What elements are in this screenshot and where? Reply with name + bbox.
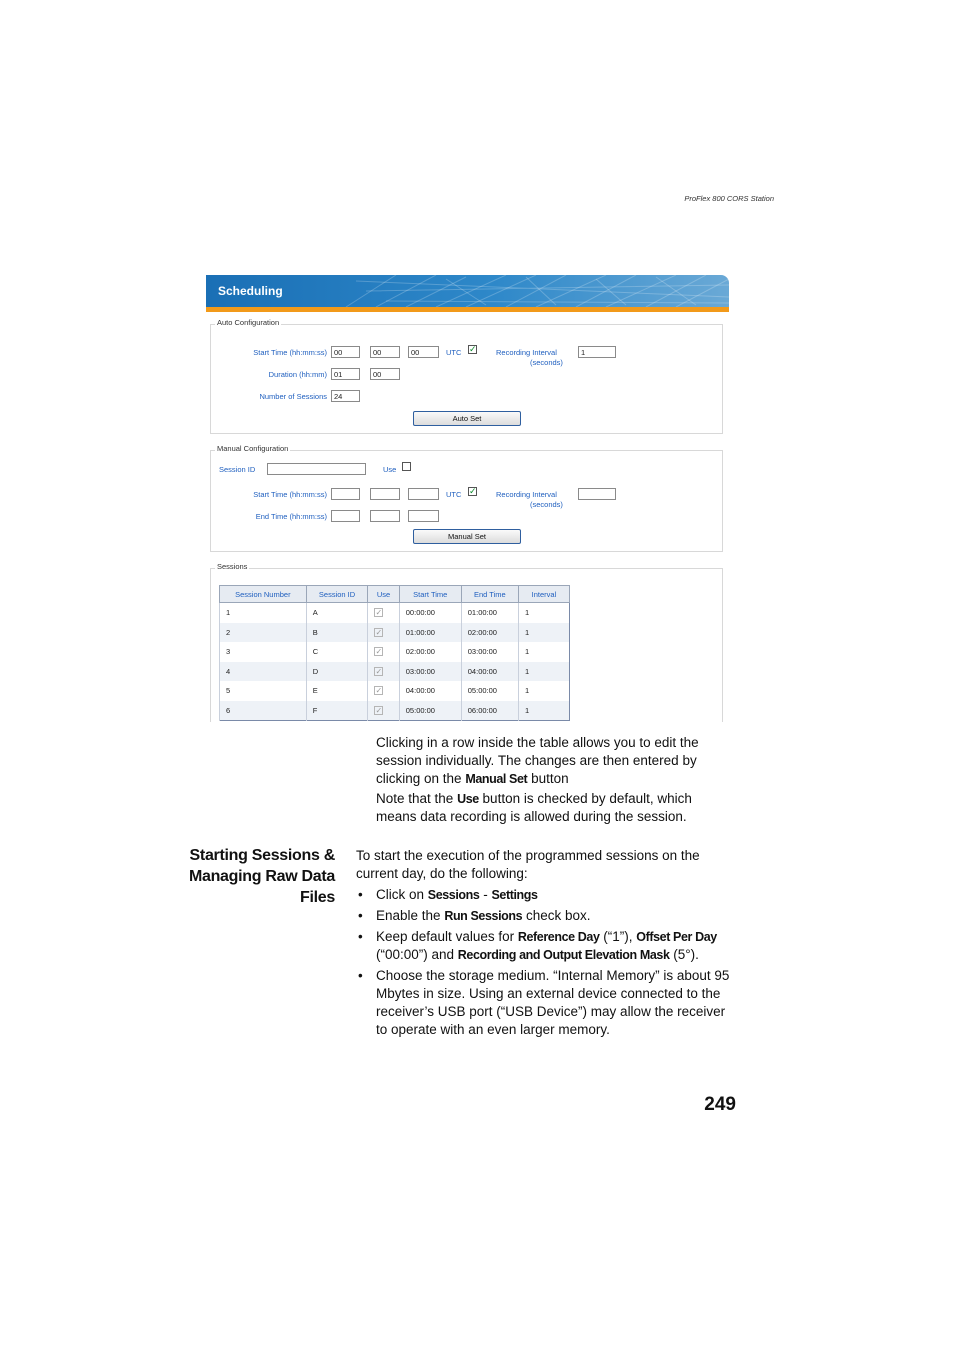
cell-session-number: 3 <box>220 642 307 662</box>
sessions-table <box>219 585 570 721</box>
text: - <box>479 887 492 902</box>
cell-start-time: 05:00:00 <box>399 701 461 721</box>
use-checkbox-disabled: ✓ <box>375 608 383 618</box>
text: check box. <box>522 908 591 923</box>
cell-use <box>368 642 399 662</box>
manual-recording-interval-label: Recording Interval <box>496 490 557 499</box>
cell-session-number: 4 <box>220 662 307 682</box>
intro-paragraph: To start the execution of the programmed sessions on the current day, do the following: <box>356 848 700 881</box>
manual-start-time-label: Start Time (hh:mm:ss) <box>253 490 327 499</box>
manual-start-minute-input[interactable] <box>370 488 400 500</box>
cell-use <box>368 623 399 643</box>
manual-set-button[interactable]: Manual Set <box>413 529 521 544</box>
cell-end-time: 01:00:00 <box>461 603 518 623</box>
text: (“00:00”) and <box>376 947 458 962</box>
cell-use <box>368 603 399 623</box>
table-row[interactable] <box>220 681 570 701</box>
session-id-input[interactable] <box>267 463 366 475</box>
cell-interval: 1 <box>518 701 569 721</box>
col-use: Use <box>368 586 399 603</box>
cell-use <box>368 681 399 701</box>
text: Choose the storage medium. “Internal Memory” is about 95 Mbytes in size. Using an external device connected to the receiver’s USB port (“USB Device”) may allow the receiver to operate with an even larger memory. <box>376 968 730 1037</box>
manual-start-second-input[interactable] <box>408 488 439 500</box>
scheduling-banner <box>206 275 729 307</box>
ui-term: Run Sessions <box>444 909 523 923</box>
manual-start-hour-input[interactable] <box>331 488 360 500</box>
duration-minute-input[interactable]: 00 <box>370 368 400 380</box>
cell-end-time: 06:00:00 <box>461 701 518 721</box>
duration-hour-input[interactable]: 01 <box>331 368 360 380</box>
cell-session-id: B <box>306 623 368 643</box>
end-time-label: End Time (hh:mm:ss) <box>255 512 327 521</box>
use-checkbox-disabled: ✓ <box>375 686 383 696</box>
steps-list <box>356 886 736 1039</box>
ui-term: Recording and Output Elevation Mask <box>457 948 670 962</box>
cell-interval: 1 <box>518 681 569 701</box>
ui-term: Sessions <box>427 888 480 902</box>
recording-interval-input[interactable]: 1 <box>578 346 616 358</box>
end-hour-input[interactable] <box>331 510 360 522</box>
text: button is checked by default, which means data recording is allowed during the session. <box>376 791 692 824</box>
cell-session-id: F <box>306 701 368 721</box>
use-checkbox[interactable] <box>402 462 411 471</box>
utc-label: UTC <box>446 348 462 357</box>
page-number: 249 <box>704 1094 736 1115</box>
cell-interval: 1 <box>518 623 569 643</box>
cell-start-time: 04:00:00 <box>399 681 461 701</box>
paragraph <box>376 734 736 788</box>
cell-start-time: 01:00:00 <box>399 623 461 643</box>
start-hour-input[interactable]: 00 <box>331 346 360 358</box>
cell-end-time: 03:00:00 <box>461 642 518 662</box>
text: (5°). <box>669 947 699 962</box>
orange-divider <box>206 307 729 312</box>
section-body <box>356 847 736 1042</box>
cell-end-time: 04:00:00 <box>461 662 518 682</box>
text: button <box>527 771 569 786</box>
seconds-label: (seconds) <box>530 358 563 367</box>
recording-interval-label: Recording Interval <box>496 348 557 357</box>
cell-interval: 1 <box>518 662 569 682</box>
table-row[interactable] <box>220 623 570 643</box>
cell-session-number: 6 <box>220 701 307 721</box>
manual-utc-label: UTC <box>446 490 462 499</box>
col-session-id: Session ID <box>306 586 368 603</box>
text: Click on <box>376 887 428 902</box>
cell-use <box>368 662 399 682</box>
text: Clicking in a row inside the table allows you to edit the session individually. The changes are then entered by clicking on the <box>376 735 699 786</box>
paragraph <box>376 790 736 826</box>
cell-interval: 1 <box>518 642 569 662</box>
list-item <box>356 967 736 1039</box>
use-label: Use <box>383 465 397 474</box>
running-header: ProFlex 800 CORS Station <box>684 194 774 203</box>
col-start-time: Start Time <box>399 586 461 603</box>
cell-start-time: 00:00:00 <box>399 603 461 623</box>
manual-config-legend: Manual Configuration <box>217 444 289 453</box>
start-time-label: Start Time (hh:mm:ss) <box>253 348 327 357</box>
cell-session-number: 5 <box>220 681 307 701</box>
table-row[interactable] <box>220 642 570 662</box>
utc-checkbox[interactable]: ✓ <box>469 344 477 354</box>
duration-label: Duration (hh:mm) <box>268 370 327 379</box>
manual-seconds-label: (seconds) <box>530 500 563 509</box>
list-item <box>356 886 736 904</box>
ui-term: Use <box>457 792 479 806</box>
ui-term: Settings <box>491 888 538 902</box>
auto-set-button[interactable]: Auto Set <box>413 411 521 426</box>
sessions-legend: Sessions <box>217 562 248 571</box>
number-of-sessions-label: Number of Sessions <box>259 392 327 401</box>
cell-session-id: C <box>306 642 368 662</box>
start-second-input[interactable]: 00 <box>408 346 439 358</box>
scheduling-screenshot <box>206 275 729 722</box>
cell-session-id: A <box>306 603 368 623</box>
cell-use <box>368 701 399 721</box>
table-row[interactable] <box>220 701 570 721</box>
cell-end-time: 05:00:00 <box>461 681 518 701</box>
manual-configuration-group <box>210 444 723 552</box>
text: Note that the <box>376 791 458 806</box>
start-minute-input[interactable]: 00 <box>370 346 400 358</box>
cell-session-id: E <box>306 681 368 701</box>
cell-session-number: 2 <box>220 623 307 643</box>
use-checkbox-disabled: ✓ <box>375 666 383 676</box>
use-checkbox-disabled: ✓ <box>375 705 383 715</box>
ui-term: Reference Day <box>517 930 600 944</box>
number-of-sessions-input[interactable]: 24 <box>331 390 360 402</box>
end-second-input[interactable] <box>408 510 439 522</box>
session-id-label: Session ID <box>219 465 256 474</box>
list-item <box>356 928 736 964</box>
section-heading: Starting Sessions & Managing Raw Data Files <box>188 847 335 906</box>
ui-term: Manual Set <box>465 772 528 786</box>
cell-end-time: 02:00:00 <box>461 623 518 643</box>
manual-utc-checkbox[interactable]: ✓ <box>469 486 477 496</box>
auto-config-legend: Auto Configuration <box>217 318 280 327</box>
col-end-time: End Time <box>461 586 518 603</box>
use-checkbox-disabled: ✓ <box>375 647 383 657</box>
cell-start-time: 02:00:00 <box>399 642 461 662</box>
map-pattern <box>206 275 729 307</box>
auto-configuration-group <box>210 318 723 434</box>
col-session-number: Session Number <box>220 586 307 603</box>
manual-recording-interval-input[interactable] <box>578 488 616 500</box>
ui-term: Offset Per Day <box>636 930 717 944</box>
screen-title: Scheduling <box>218 284 283 298</box>
table-row[interactable] <box>220 662 570 682</box>
list-item <box>356 907 736 925</box>
text: (“1”), <box>599 929 637 944</box>
cell-interval: 1 <box>518 603 569 623</box>
cell-start-time: 03:00:00 <box>399 662 461 682</box>
cell-session-number: 1 <box>220 603 307 623</box>
text: Enable the <box>376 908 445 923</box>
table-explanation <box>376 734 736 828</box>
cell-session-id: D <box>306 662 368 682</box>
end-minute-input[interactable] <box>370 510 400 522</box>
table-row[interactable] <box>220 603 570 623</box>
text: Keep default values for <box>376 929 518 944</box>
use-checkbox-disabled: ✓ <box>375 627 383 637</box>
col-interval: Interval <box>518 586 569 603</box>
